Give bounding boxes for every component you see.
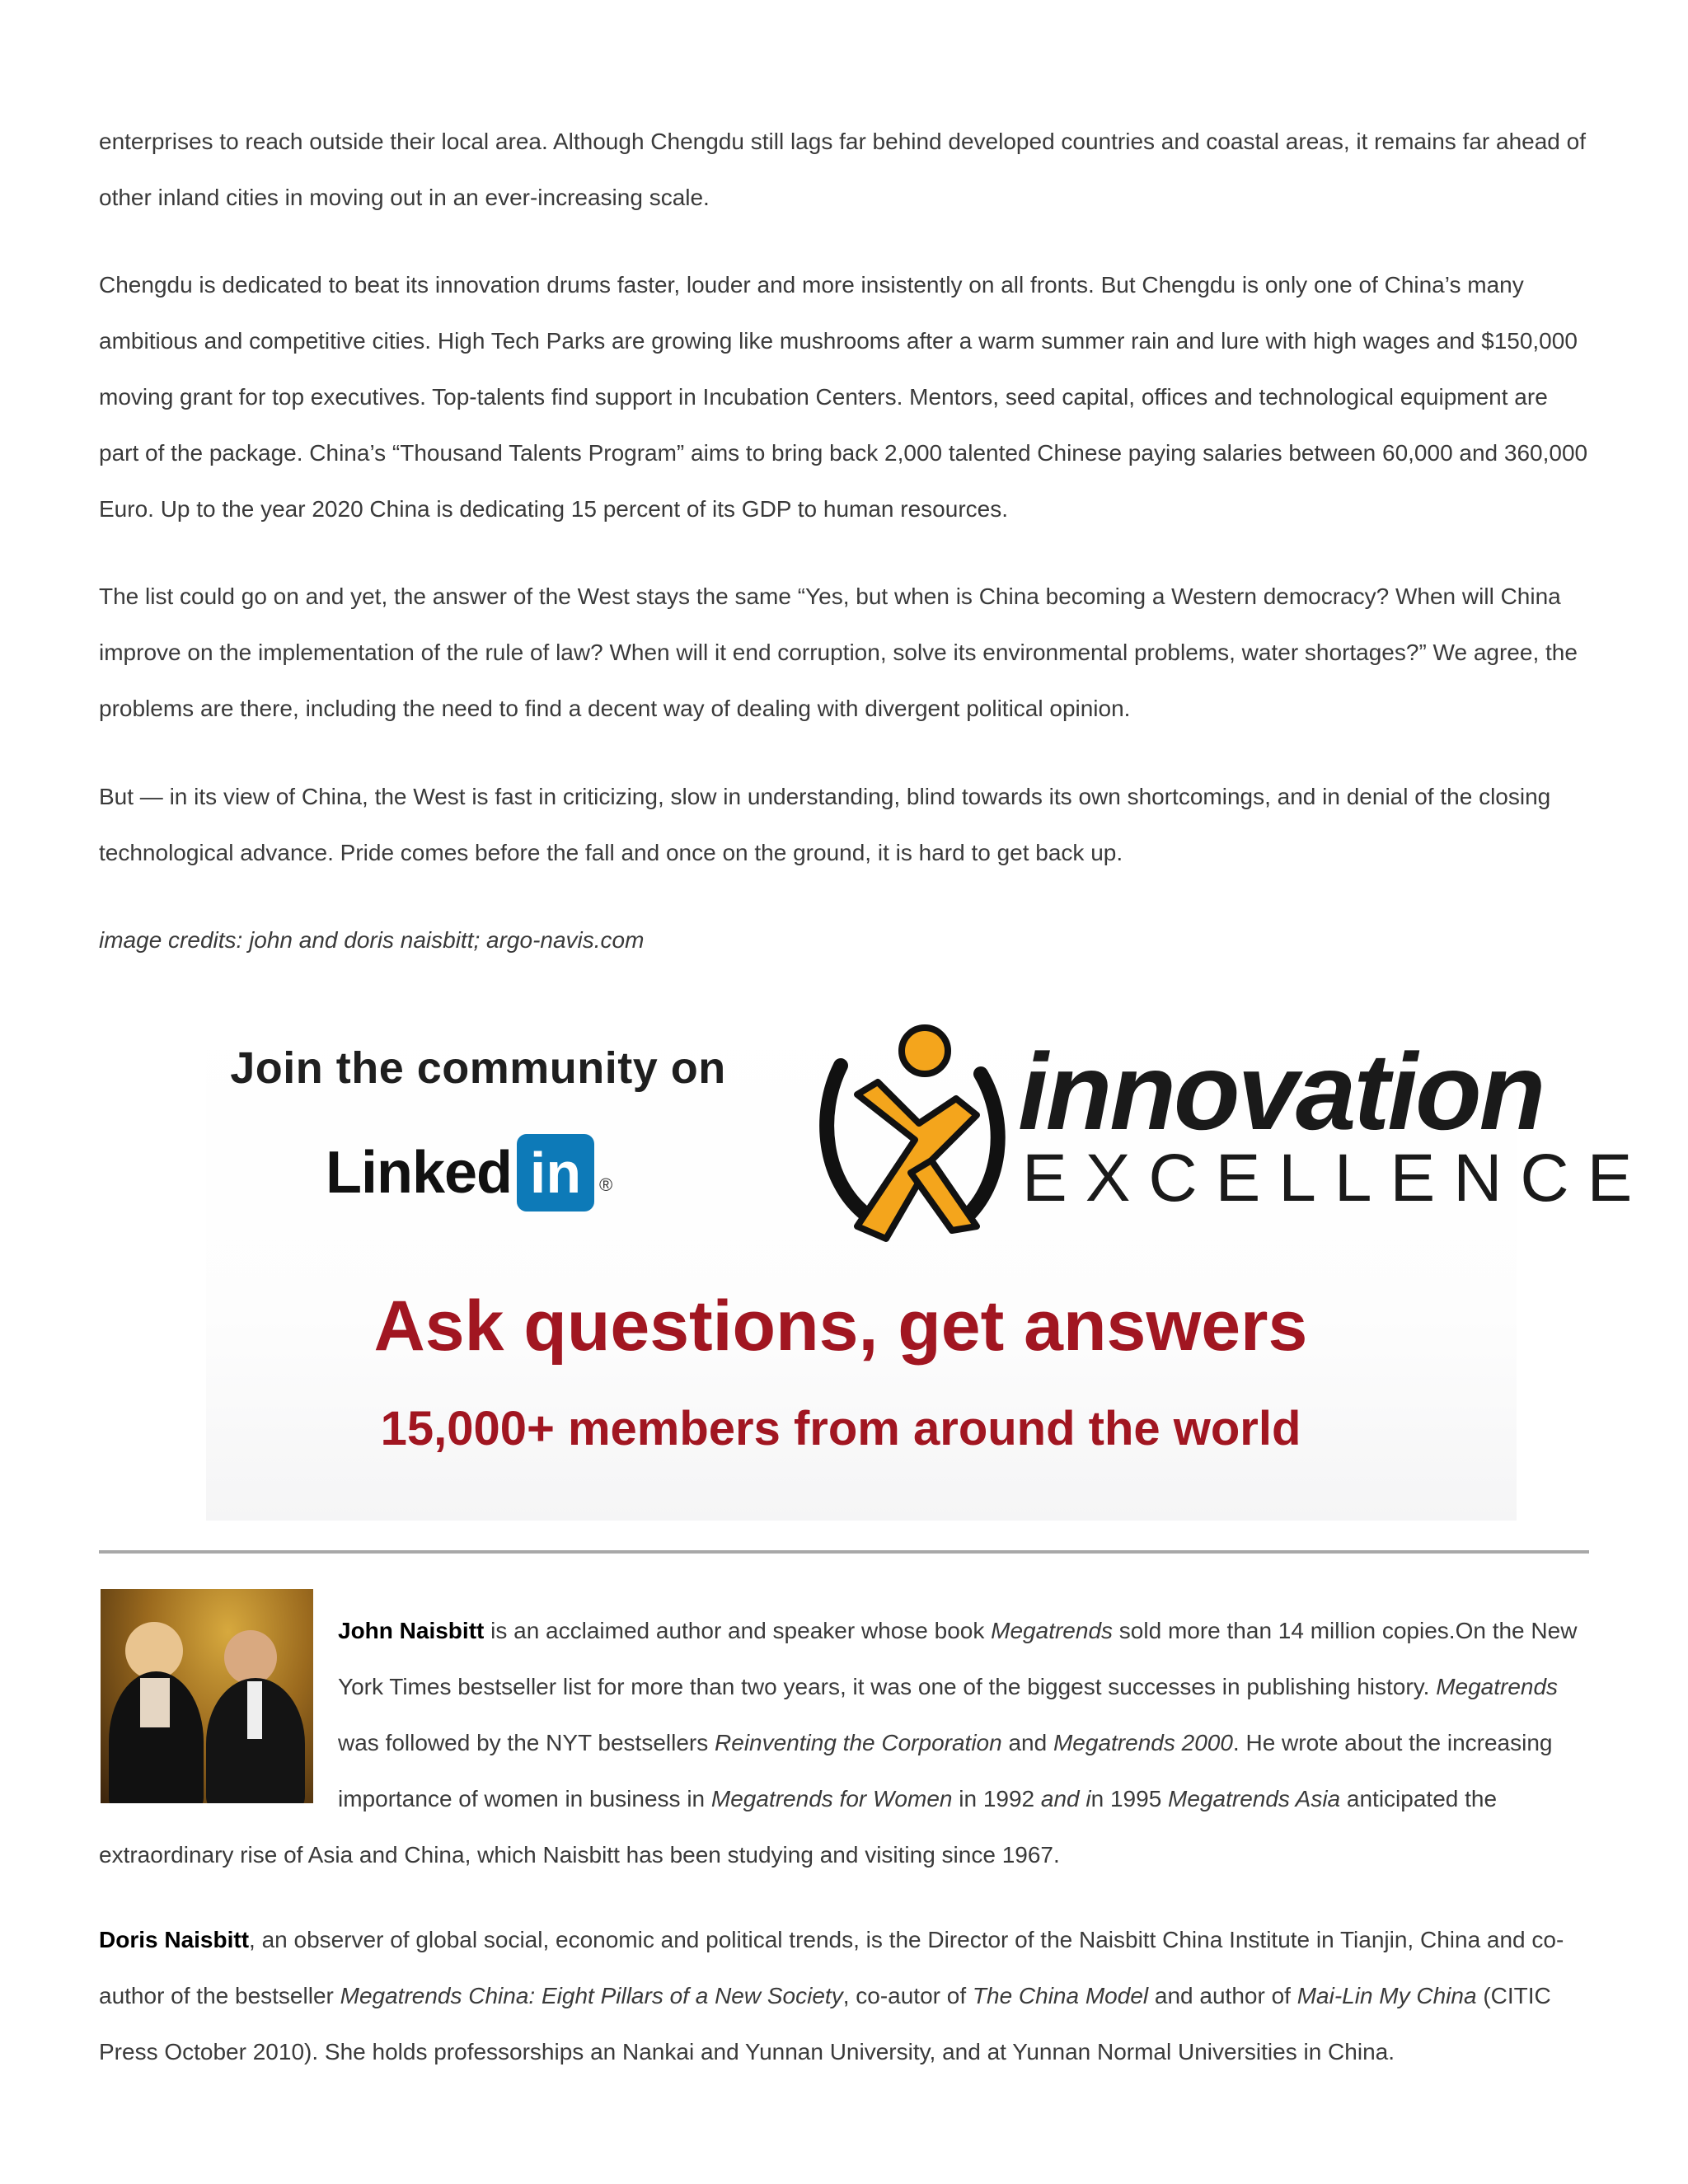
excellence-wordmark: EXCELLENCE [1022, 1141, 1651, 1216]
john-naisbitt-bio [99, 1603, 1591, 1883]
body-paragraph-2: Chengdu is dedicated to beat its innovation drums faster, louder and more insistently on all fronts. But Chengdu is only one of China’s many ambitious and competitive cities. High Tech Parks are growing like mushrooms after a warm summer rain and lure with high wages and $150,000 moving grant for top executives. Top-talents find support in Incubation Centers. Mentors, seed capital, offices and technological equipment are part of the package. China’s “Thousand Talents Program” aims to bring back 2,000 talented Chinese paying salaries between 60,000 and 360,000 Euro. Up to the year 2020 China is dedicating 15 percent of its GDP to human resources. [99, 272, 1588, 522]
registered-mark: ® [599, 1174, 613, 1195]
image-credits: image credits: john and doris naisbitt; argo-navis.com [99, 927, 645, 953]
section-divider [99, 1550, 1589, 1554]
banner-headline: Ask questions, get answers [373, 1286, 1308, 1366]
bio-text: (CITIC Press October 2010). She holds professorships an Nankai and Yunnan University, and at Yunnan Normal Universities in China. [99, 1983, 1551, 2064]
author-name-john: John Naisbitt [338, 1618, 485, 1643]
book-title: Reinventing the Corporation [715, 1730, 1002, 1755]
linkedin-in-icon: in [517, 1134, 594, 1212]
innovation-wordmark: innovation [1018, 1031, 1544, 1152]
bio-text: sold more than 14 million copies.On the New York Times bestseller list for more than two years, it was one of the biggest successes in publishing history. [338, 1618, 1578, 1699]
linkedin-logo[interactable] [326, 1132, 612, 1214]
innovation-excellence-figure-icon [808, 1016, 1014, 1255]
linkedin-wordmark: Linked [326, 1140, 513, 1206]
book-title: The China Model [972, 1983, 1149, 2008]
book-title: Megatrends Asia [1168, 1786, 1341, 1811]
bio-text: , an observer of global social, economic and political trends, is the Director of the Naisbitt China Institute in Tianjin, China and co-author of the bestseller [99, 1927, 1564, 2008]
bio-text: . He wrote about the increasing importance of women in business in [338, 1730, 1553, 1811]
bio-text-italic: and i [1040, 1786, 1091, 1811]
bio-text: was followed by the NYT bestsellers [338, 1730, 715, 1755]
book-title: Megatrends [991, 1618, 1114, 1643]
body-paragraph-3: The list could go on and yet, the answer of the West stays the same “Yes, but when is China becoming a Western democracy? When will China improve on the implementation of the rule of law? When will it end corruption, solve its environmental problems, water shortages?” We agree, the problems are there, including the need to find a decent way of dealing with divergent political opinion. [99, 583, 1578, 721]
body-paragraph-1: enterprises to reach outside their local area. Although Chengdu still lags far behind developed countries and coastal areas, it remains far ahead of other inland cities in moving out in an ever-increasing scale. [99, 129, 1586, 210]
book-title: Mai-Lin My China [1296, 1983, 1477, 2008]
join-community-text: Join the community on [230, 1043, 726, 1093]
bio-text: anticipated the extraordinary rise of Asia and China, which Naisbitt has been studying and visiting since 1967. [99, 1786, 1498, 1868]
book-title: Megatrends 2000 [1053, 1730, 1233, 1755]
bio-text: is an acclaimed author and speaker whose book [484, 1618, 992, 1643]
book-title: Megatrends [1436, 1674, 1559, 1699]
linkedin-community-banner[interactable] [206, 1010, 1651, 1521]
body-paragraph-4: But — in its view of China, the West is fast in criticizing, slow in understanding, blind towards its own shortcomings, and in denial of the closing technological advance. Pride comes before the fall and once on the ground, it is hard to get back up. [99, 784, 1551, 865]
bio-text: , co-autor of [842, 1983, 973, 2008]
bio-text: in 1992 [952, 1786, 1041, 1811]
book-title: Megatrends for Women [710, 1786, 953, 1811]
photo-spacer [99, 1603, 338, 1817]
bio-text: and [1001, 1730, 1053, 1755]
doris-naisbitt-bio [99, 1912, 1591, 2080]
book-title: Megatrends China: Eight Pillars of a New Society [340, 1983, 843, 2008]
bio-text: n 1995 [1090, 1786, 1169, 1811]
author-name-doris: Doris Naisbitt [99, 1927, 250, 1952]
bio-text: and author of [1148, 1983, 1297, 2008]
banner-subheadline: 15,000+ members from around the world [380, 1402, 1301, 1455]
